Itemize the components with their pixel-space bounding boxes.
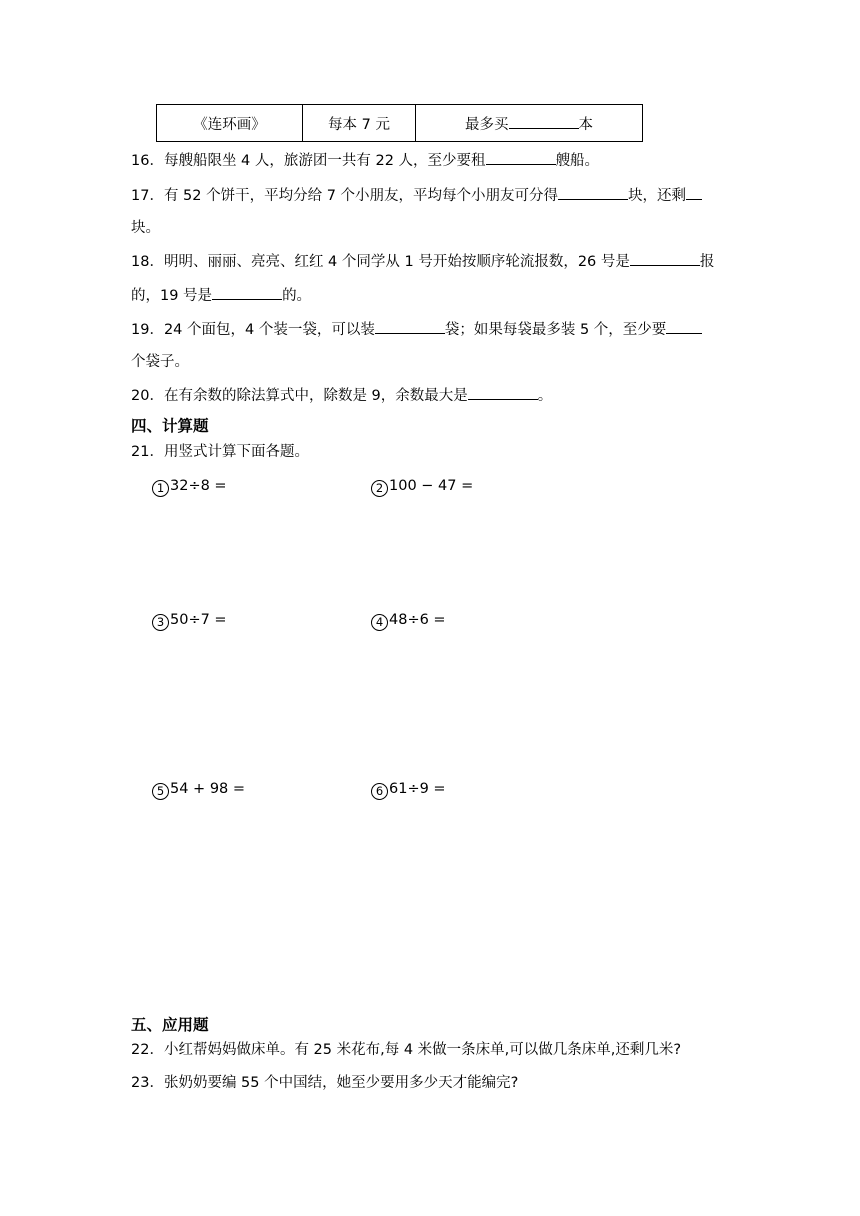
answer-blank[interactable] [686, 185, 702, 200]
question-21: 21．用竖式计算下面各题。 [131, 444, 309, 460]
question-16-after: 艘船。 [555, 153, 600, 169]
problem-expression: 54 + 98 = [170, 781, 246, 797]
circled-number: 6 [371, 783, 388, 800]
question-19-mid: 袋；如果每袋最多装 5 个，至少要 [444, 322, 667, 338]
book-title-cell: 《连环画》 [157, 105, 303, 142]
question-19-cont: 个袋子。 [131, 354, 189, 370]
problem-5 [152, 781, 245, 800]
price-table [156, 104, 643, 142]
answer-blank[interactable] [630, 251, 700, 266]
question-22: 22．小红帮妈妈做床单。有 25 米花布,每 4 米做一条床单,可以做几条床单,还剩几米? [131, 1042, 682, 1058]
answer-blank[interactable] [558, 185, 628, 200]
question-17-mid: 块，还剩 [628, 188, 687, 204]
max-buy-prefix: 最多买 [465, 116, 509, 133]
problem-4 [371, 612, 446, 631]
circled-number: 2 [371, 480, 388, 497]
problem-expression: 50÷7 = [170, 612, 227, 628]
price-cell: 每本 7 元 [303, 105, 416, 142]
section-4-heading: 四、计算题 [131, 417, 209, 435]
question-17-cont: 块。 [131, 220, 160, 236]
problem-2 [371, 478, 473, 497]
section-5-heading: 五、应用题 [131, 1016, 209, 1034]
circled-number: 4 [371, 614, 388, 631]
answer-blank[interactable] [486, 150, 556, 165]
question-18 [131, 251, 714, 272]
question-18-after: 报 [699, 254, 715, 270]
circled-number: 1 [152, 480, 169, 497]
problem-3 [152, 612, 227, 631]
answer-blank[interactable] [509, 114, 579, 129]
circled-number: 3 [152, 614, 169, 631]
problem-6 [371, 781, 446, 800]
question-18-cont-a: 的，19 号是 [131, 288, 213, 304]
question-16 [131, 150, 599, 171]
problem-expression: 100 − 47 = [389, 478, 474, 494]
circled-number: 5 [152, 783, 169, 800]
answer-blank[interactable] [212, 285, 282, 300]
answer-blank[interactable] [375, 319, 445, 334]
question-20-text: 20．在有余数的除法算式中，除数是 9，余数最大是 [131, 388, 468, 404]
problem-expression: 32÷8 = [170, 478, 227, 494]
problem-1 [152, 478, 227, 497]
question-18-cont [131, 285, 311, 306]
question-19 [131, 319, 702, 340]
question-18-cont-b: 的。 [282, 288, 312, 304]
question-17 [131, 185, 702, 206]
max-buy-cell [416, 105, 643, 142]
answer-blank[interactable] [666, 319, 702, 334]
question-20-after: 。 [537, 388, 553, 404]
question-17-text: 17．有 52 个饼干，平均分给 7 个小朋友，平均每个小朋友可分得 [131, 188, 559, 204]
max-buy-suffix: 本 [578, 116, 593, 133]
question-19-text: 19．24 个面包，4 个装一袋，可以装 [131, 322, 375, 338]
answer-blank[interactable] [468, 385, 538, 400]
problem-expression: 48÷6 = [389, 612, 446, 628]
question-23: 23．张奶奶要编 55 个中国结，她至少要用多少天才能编完? [131, 1075, 519, 1091]
question-20 [131, 385, 552, 406]
table-row [157, 105, 643, 142]
question-18-text: 18．明明、丽丽、亮亮、红红 4 个同学从 1 号开始按顺序轮流报数，26 号是 [131, 254, 630, 270]
problem-expression: 61÷9 = [389, 781, 446, 797]
question-16-text: 16．每艘船限坐 4 人，旅游团一共有 22 人，至少要租 [131, 153, 486, 169]
